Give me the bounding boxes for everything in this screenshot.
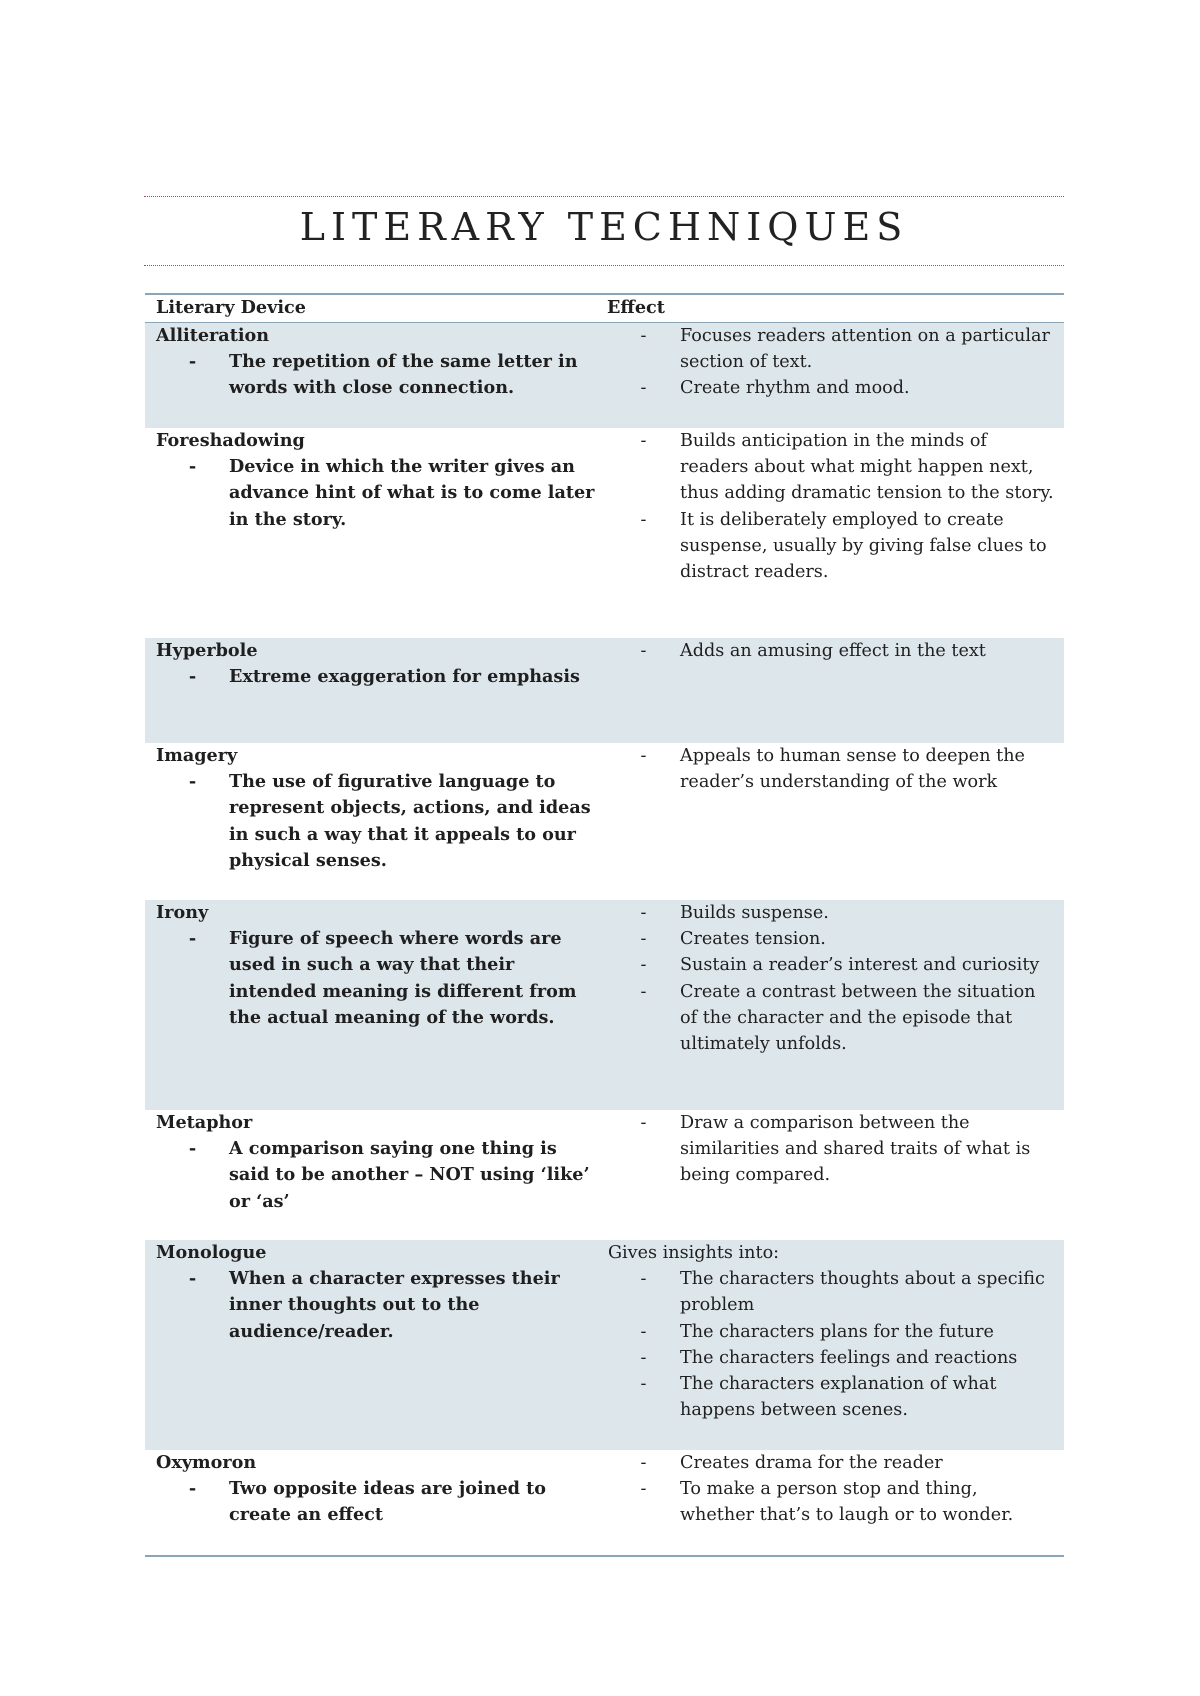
device-name: Imagery bbox=[156, 745, 238, 766]
device-cell bbox=[145, 1110, 607, 1240]
definition-text: A comparison saying one thing is said to be another – NOT using ‘like’ or ‘as’ bbox=[229, 1138, 590, 1212]
dash-bullet-icon: - bbox=[640, 903, 647, 923]
effect-text: Sustain a reader’s interest and curiosity bbox=[680, 955, 1040, 976]
definition-item bbox=[156, 454, 607, 533]
device-cell bbox=[145, 1240, 607, 1450]
dash-bullet-icon: - bbox=[640, 1269, 647, 1290]
effect-item bbox=[607, 926, 1064, 952]
device-name: Alliteration bbox=[156, 325, 270, 346]
definition-list bbox=[156, 454, 607, 533]
dash-bullet-icon: - bbox=[188, 1138, 197, 1160]
device-name: Hyperbole bbox=[156, 640, 258, 661]
techniques-table bbox=[145, 293, 1064, 1557]
dash-bullet-icon: - bbox=[188, 1478, 197, 1500]
title-block bbox=[144, 196, 1064, 266]
table-row bbox=[145, 1450, 1064, 1555]
definition-text: When a character expresses their inner thoughts out to the audience/reader. bbox=[229, 1268, 560, 1342]
device-cell bbox=[145, 743, 607, 900]
effect-item bbox=[607, 743, 1064, 795]
effect-list bbox=[607, 428, 1064, 585]
effect-list bbox=[607, 1110, 1064, 1189]
dash-bullet-icon: - bbox=[188, 351, 197, 373]
effect-item bbox=[607, 323, 1064, 375]
dash-bullet-icon: - bbox=[188, 1268, 197, 1290]
page-title: LITERARY TECHNIQUES bbox=[299, 205, 909, 249]
definition-list bbox=[156, 1266, 607, 1345]
definition-list bbox=[156, 769, 607, 874]
effect-item bbox=[607, 507, 1064, 586]
definition-text: Device in which the writer gives an advance hint of what is to come later in the story. bbox=[229, 456, 595, 530]
dash-bullet-icon: - bbox=[188, 666, 197, 688]
effect-text: Focuses readers attention on a particular section of text. bbox=[680, 326, 1050, 373]
effect-cell bbox=[607, 1240, 1064, 1450]
table-row bbox=[145, 638, 1064, 743]
effect-cell bbox=[607, 743, 1064, 900]
dash-bullet-icon: - bbox=[640, 641, 647, 661]
effect-list bbox=[607, 1450, 1064, 1529]
table-row bbox=[145, 323, 1064, 428]
effect-cell bbox=[607, 428, 1064, 638]
effect-item bbox=[607, 1319, 1064, 1345]
dash-bullet-icon: - bbox=[640, 1479, 647, 1500]
device-cell bbox=[145, 1450, 607, 1555]
definition-item bbox=[156, 1136, 607, 1215]
device-name: Foreshadowing bbox=[156, 430, 305, 451]
device-cell bbox=[145, 428, 607, 638]
table-row bbox=[145, 1240, 1064, 1450]
device-name: Monologue bbox=[156, 1242, 267, 1263]
dash-bullet-icon: - bbox=[640, 509, 647, 530]
definition-list bbox=[156, 926, 607, 1031]
definition-list bbox=[156, 664, 607, 690]
dash-bullet-icon: - bbox=[188, 456, 197, 478]
effect-text: Draw a comparison between the similarities and shared traits of what is being compared. bbox=[680, 1113, 1031, 1186]
dash-bullet-icon: - bbox=[188, 928, 197, 950]
effect-cell bbox=[607, 1450, 1064, 1555]
device-name: Oxymoron bbox=[156, 1452, 257, 1473]
effect-item bbox=[607, 979, 1064, 1058]
effect-text: The characters explanation of what happens between scenes. bbox=[680, 1374, 997, 1421]
definition-item bbox=[156, 926, 607, 1031]
effect-item bbox=[607, 900, 1064, 926]
device-cell bbox=[145, 323, 607, 428]
effect-item bbox=[607, 428, 1064, 507]
effect-text: Creates tension. bbox=[680, 929, 826, 950]
dash-bullet-icon: - bbox=[640, 1374, 647, 1395]
device-cell bbox=[145, 900, 607, 1110]
dash-bullet-icon: - bbox=[640, 1321, 647, 1342]
header-effect: Effect bbox=[607, 297, 665, 318]
effect-item bbox=[607, 1110, 1064, 1189]
header-device: Literary Device bbox=[156, 297, 306, 318]
dash-bullet-icon: - bbox=[640, 981, 647, 1002]
effect-text: Appeals to human sense to deepen the reader’s understanding of the work bbox=[680, 746, 1025, 793]
effect-cell bbox=[607, 323, 1064, 428]
definition-item bbox=[156, 769, 607, 874]
effect-list bbox=[607, 743, 1064, 795]
device-name: Irony bbox=[156, 902, 209, 923]
definition-list bbox=[156, 1136, 607, 1215]
table-row bbox=[145, 1110, 1064, 1240]
table-row bbox=[145, 428, 1064, 638]
effect-cell bbox=[607, 1110, 1064, 1240]
definition-text: The repetition of the same letter in words with close connection. bbox=[229, 351, 578, 399]
table-header bbox=[145, 295, 1064, 323]
effect-list bbox=[607, 638, 1064, 664]
effect-item bbox=[607, 1450, 1064, 1476]
table-body bbox=[145, 323, 1064, 1555]
effect-item bbox=[607, 638, 1064, 664]
definition-item bbox=[156, 664, 607, 690]
definition-item bbox=[156, 1476, 607, 1528]
effect-list bbox=[607, 900, 1064, 1057]
definition-text: Figure of speech where words are used in such a way that their intended meaning is different from the actual meaning of the words. bbox=[229, 928, 577, 1028]
effect-text: Create a contrast between the situation of the character and the episode that ultimately unfolds. bbox=[680, 981, 1036, 1055]
dash-bullet-icon: - bbox=[640, 746, 647, 766]
effect-item bbox=[607, 1476, 1064, 1528]
definition-text: Two opposite ideas are joined to create an effect bbox=[229, 1478, 546, 1526]
table-row bbox=[145, 900, 1064, 1110]
effect-cell bbox=[607, 638, 1064, 743]
effect-text: It is deliberately employed to create suspense, usually by giving false clues to distract readers. bbox=[680, 509, 1047, 583]
effect-text: The characters plans for the future bbox=[680, 1321, 994, 1342]
effect-item bbox=[607, 1345, 1064, 1371]
definition-item bbox=[156, 349, 607, 401]
definition-text: The use of figurative language to represent objects, actions, and ideas in such a way that it appeals to our physical senses. bbox=[229, 771, 591, 871]
definition-list bbox=[156, 349, 607, 401]
effect-item bbox=[607, 952, 1064, 978]
effect-item bbox=[607, 1371, 1064, 1423]
dash-bullet-icon: - bbox=[640, 955, 647, 976]
dash-bullet-icon: - bbox=[640, 929, 647, 950]
device-cell bbox=[145, 638, 607, 743]
effect-text: Adds an amusing effect in the text bbox=[680, 641, 986, 661]
effect-text: Create rhythm and mood. bbox=[680, 378, 910, 399]
effect-item bbox=[607, 1266, 1064, 1318]
dash-bullet-icon: - bbox=[640, 378, 647, 399]
dash-bullet-icon: - bbox=[188, 771, 197, 793]
effect-cell bbox=[607, 900, 1064, 1110]
effect-text: To make a person stop and thing, whether that’s to laugh or to wonder. bbox=[680, 1479, 1014, 1526]
table-row bbox=[145, 743, 1064, 900]
effect-text: The characters feelings and reactions bbox=[680, 1347, 1018, 1368]
effect-text: Builds anticipation in the minds of readers about what might happen next, thus adding dramatic tension to the story. bbox=[680, 431, 1054, 504]
effect-text: Builds suspense. bbox=[680, 903, 829, 923]
dash-bullet-icon: - bbox=[640, 1453, 647, 1473]
effect-text: Creates drama for the reader bbox=[680, 1453, 943, 1473]
definition-list bbox=[156, 1476, 607, 1528]
definition-item bbox=[156, 1266, 607, 1345]
effect-list bbox=[607, 1266, 1064, 1423]
effect-list bbox=[607, 323, 1064, 402]
dash-bullet-icon: - bbox=[640, 1347, 647, 1368]
device-name: Metaphor bbox=[156, 1112, 253, 1133]
dash-bullet-icon: - bbox=[640, 431, 647, 451]
effect-item bbox=[607, 375, 1064, 401]
dash-bullet-icon: - bbox=[640, 326, 647, 346]
effect-lead: Gives insights into: bbox=[608, 1243, 780, 1263]
definition-text: Extreme exaggeration for emphasis bbox=[229, 666, 580, 688]
dash-bullet-icon: - bbox=[640, 1113, 647, 1133]
effect-text: The characters thoughts about a specific problem bbox=[680, 1269, 1045, 1316]
